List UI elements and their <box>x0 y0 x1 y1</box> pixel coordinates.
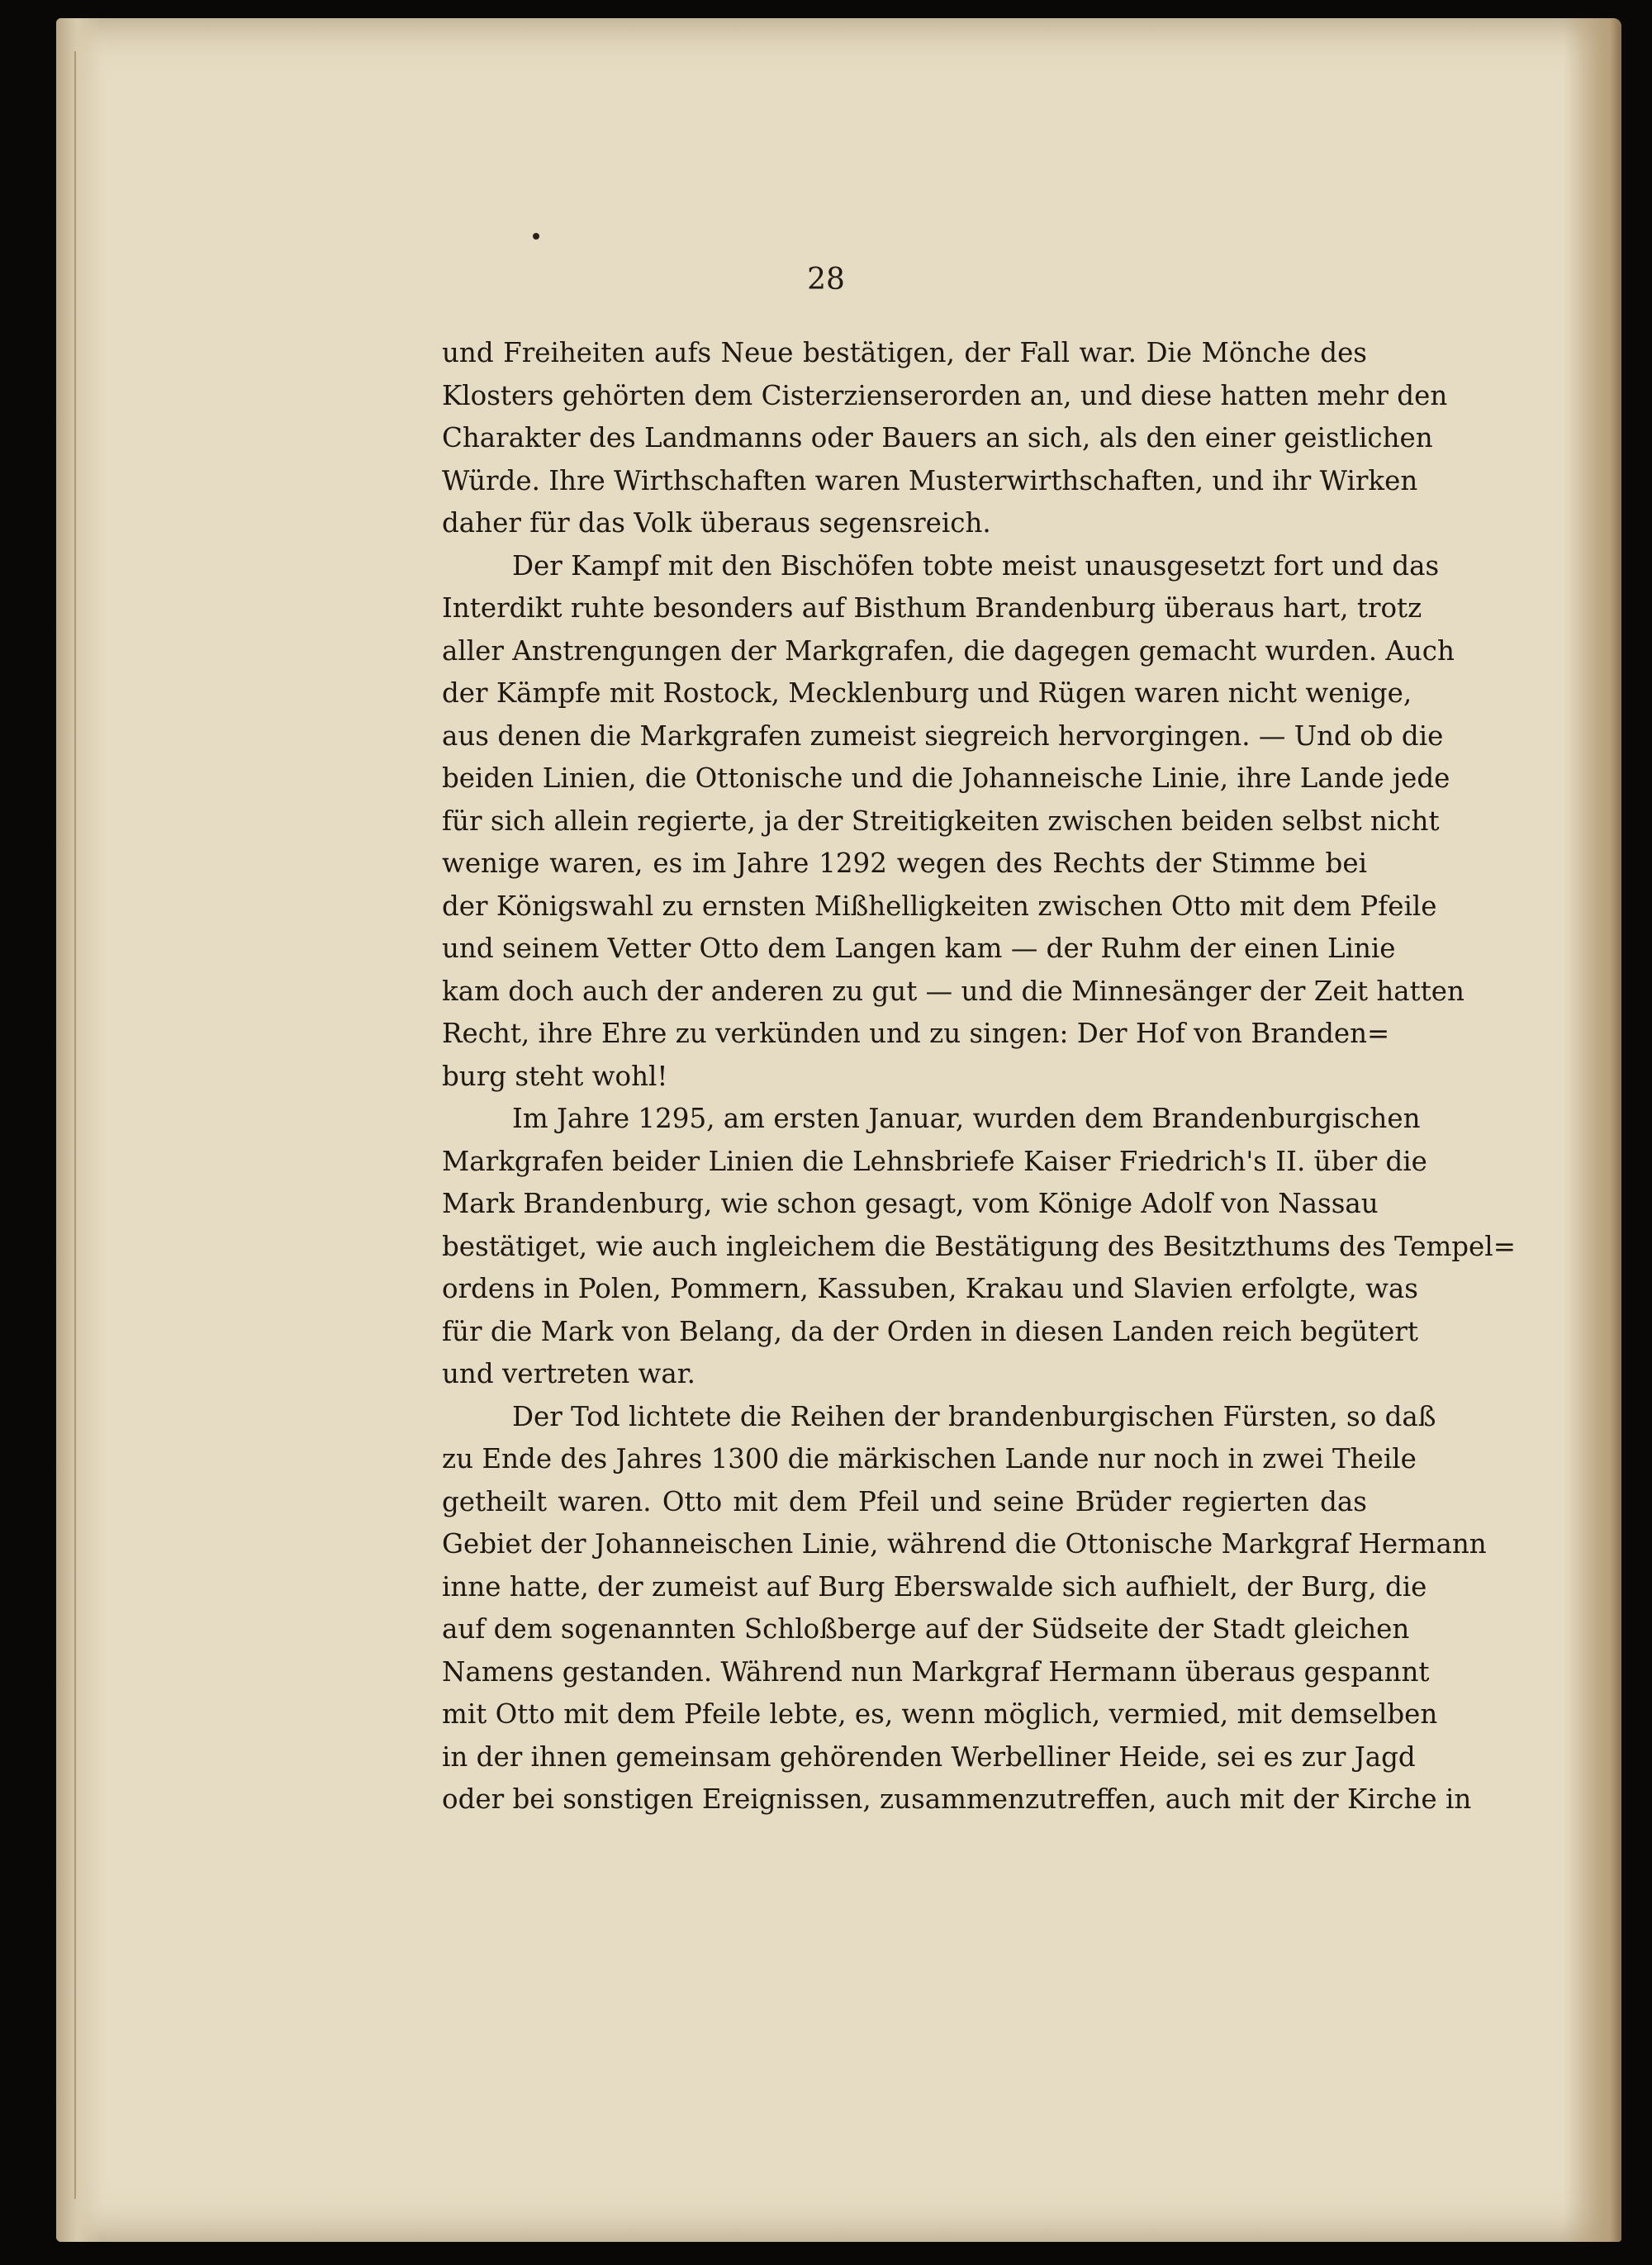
text-line: wenige waren, es im Jahre 1292 wegen des Rechts der Stimme bei <box>442 848 1367 879</box>
text-line: auf dem sogenannten Schloßberge auf der Südseite der Stadt gleichen <box>442 1613 1410 1645</box>
text-line: Der Kampf mit den Bischöfen tobte meist unausgesetzt fort und das <box>512 549 1440 582</box>
text-line: oder bei sonstigen Ereignissen, zusammenzutreffen, auch mit der Kirche in <box>442 1783 1472 1815</box>
binding-edge-line <box>74 51 76 2199</box>
text-line: Markgrafen beider Linien die Lehnsbriefe Kaiser Friedrich's II. über die <box>442 1145 1427 1177</box>
text-line: der Kämpfe mit Rostock, Mecklenburg und Rügen waren nicht wenige, <box>442 677 1412 709</box>
text-line: der Königswahl zu ernsten Mißhelligkeiten zwischen Otto mit dem Pfeile <box>442 890 1437 922</box>
text-line: Charakter des Landmanns oder Bauers an sich, als den einer geistlichen <box>442 422 1433 453</box>
text-line: getheilt waren. Otto mit dem Pfeil und seine Brüder regierten das <box>442 1485 1367 1517</box>
ink-speck <box>533 233 539 240</box>
text-line: zu Ende des Jahres 1300 die märkischen Lande nur noch in zwei Theile <box>442 1443 1417 1474</box>
text-line: und Freiheiten aufs Neue bestätigen, der Fall war. Die Mönche des <box>442 337 1367 368</box>
text-line: Recht, ihre Ehre zu verkünden und zu singen: Der Hof von Branden= <box>442 1018 1390 1049</box>
text-line: in der ihnen gemeinsam gehörenden Werbelliner Heide, sei es zur Jagd <box>442 1740 1416 1773</box>
text-line: burg steht wohl! <box>442 1060 668 1092</box>
text-line: daher für das Volk überaus segensreich. <box>442 507 991 539</box>
text-line: beiden Linien, die Ottonische und die Johanneische Linie, ihre Lande jede <box>442 762 1450 794</box>
text-line: Namens gestanden. Während nun Markgraf Hermann überaus gespannt <box>442 1655 1430 1688</box>
text-line: und vertreten war. <box>442 1358 696 1389</box>
text-line: ordens in Polen, Pommern, Kassuben, Krakau und Slavien erfolgte, was <box>442 1273 1418 1304</box>
text-line: Klosters gehörten dem Cisterzienserorden an, und diese hatten mehr den <box>442 379 1448 411</box>
text-line: mit Otto mit dem Pfeile lebte, es, wenn möglich, vermied, mit demselben <box>442 1698 1438 1730</box>
text-line: inne hatte, der zumeist auf Burg Eberswalde sich aufhielt, der Burg, die <box>442 1570 1427 1603</box>
text-line: Interdikt ruhte besonders auf Bisthum Brandenburg überaus hart, trotz <box>442 592 1422 624</box>
text-line: kam doch auch der anderen zu gut — und die Minnesänger der Zeit hatten <box>442 975 1464 1007</box>
page-gutter-shadow <box>56 18 102 2242</box>
text-line: aller Anstrengungen der Markgrafen, die dagegen gemacht wurden. Auch <box>442 634 1455 667</box>
text-line: für sich allein regierte, ja der Streitigkeiten zwischen beiden selbst nicht <box>442 805 1440 837</box>
text-line: Im Jahre 1295, am ersten Januar, wurden dem Brandenburgischen <box>512 1103 1421 1134</box>
text-line: Der Tod lichtete die Reihen der brandenburgischen Fürsten, so daß <box>512 1400 1436 1432</box>
text-line: Gebiet der Johanneischen Linie, während die Ottonische Markgraf Hermann <box>442 1528 1487 1560</box>
page-number: 28 <box>807 263 845 297</box>
page-edge-shadow <box>1564 18 1621 2242</box>
text-line: für die Mark von Belang, da der Orden in diesen Landen reich begütert <box>442 1315 1418 1347</box>
text-line: und seinem Vetter Otto dem Langen kam — der Ruhm der einen Linie <box>442 933 1396 964</box>
text-line: Mark Brandenburg, wie schon gesagt, vom Könige Adolf von Nassau <box>442 1188 1379 1219</box>
body-text <box>442 332 1516 1821</box>
text-line: Würde. Ihre Wirthschaften waren Musterwirthschaften, und ihr Wirken <box>442 464 1418 496</box>
text-line: aus denen die Markgrafen zumeist siegreich hervorgingen. — Und ob die <box>442 719 1444 752</box>
text-line: bestätiget, wie auch ingleichem die Bestätigung des Besitzthums des Tempel= <box>442 1230 1516 1262</box>
